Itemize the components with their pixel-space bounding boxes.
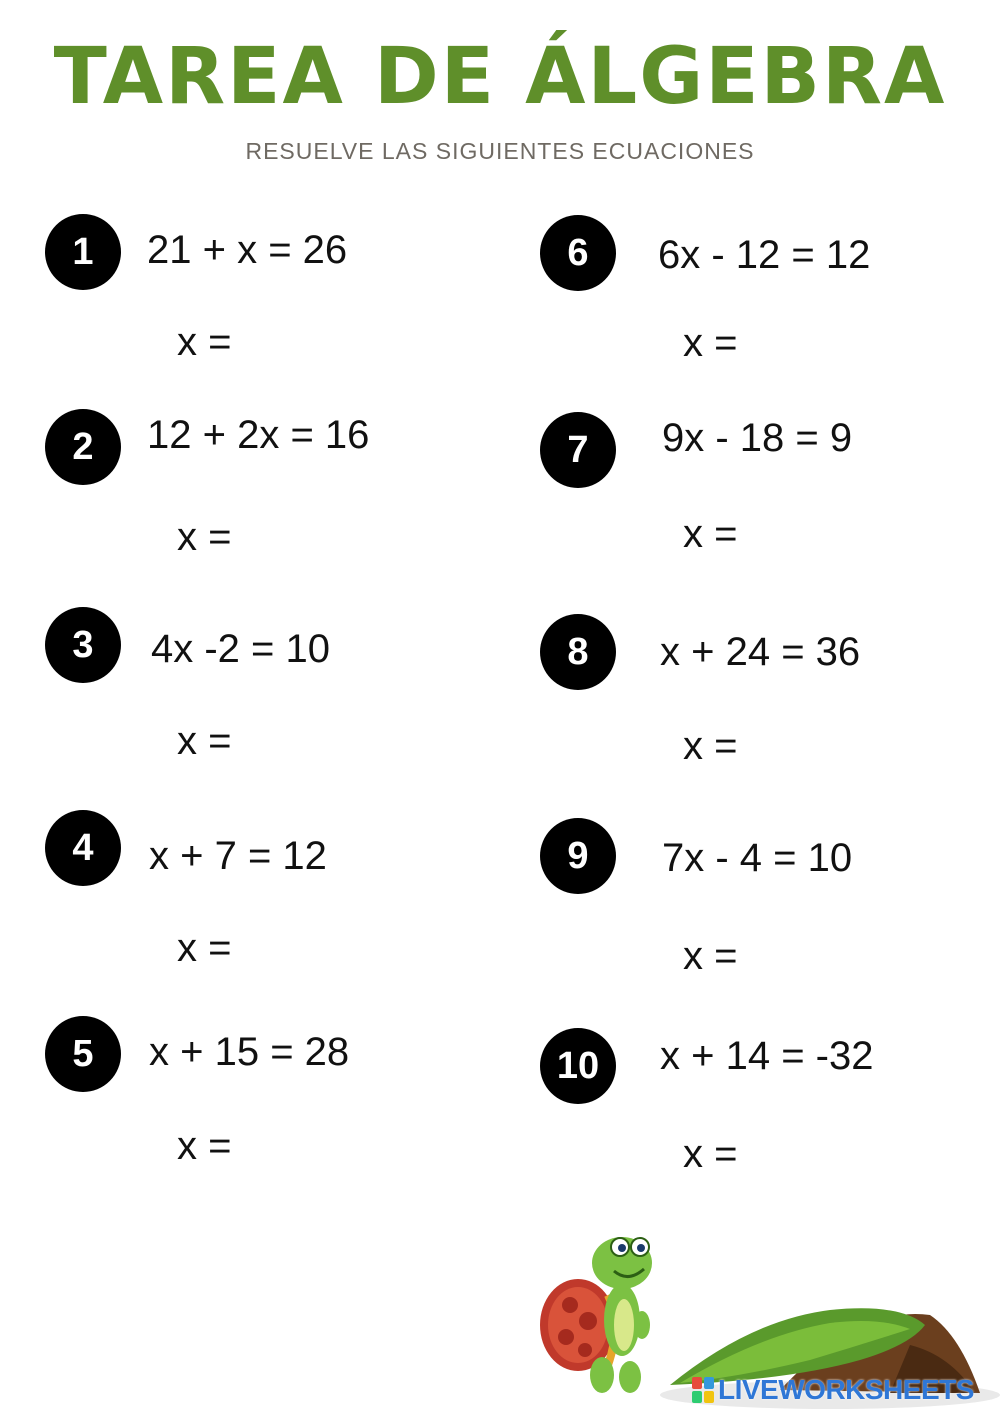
problem-6 [540,215,980,375]
problem-number-badge: 6 [540,215,616,291]
answer-input[interactable] [245,924,359,970]
answer-input[interactable] [752,510,866,556]
answer-label: x = [177,515,232,559]
equation-text: 6x - 12 = 12 [658,233,871,277]
answer-label: x = [683,724,738,768]
problem-2 [45,409,485,569]
equation-text: 12 + 2x = 16 [147,413,370,457]
liveworksheets-watermark: LIVEWORKSHEETS [718,1374,974,1405]
answer-input[interactable] [245,717,359,763]
problem-4 [45,810,485,970]
problem-9 [540,818,980,978]
problem-5 [45,1016,485,1176]
problem-10 [540,1028,980,1188]
answer-input[interactable] [752,319,866,365]
problem-8 [540,614,980,774]
problem-number-badge: 4 [45,810,121,886]
problem-number-badge: 2 [45,409,121,485]
problem-number-badge: 3 [45,607,121,683]
answer-label: x = [177,320,232,364]
equation-text: x + 15 = 28 [149,1030,350,1074]
equation-text: x + 24 = 36 [660,630,861,674]
answer-label: x = [683,512,738,556]
answer-input[interactable] [752,1130,866,1176]
problem-1 [45,214,485,374]
answer-input[interactable] [245,318,359,364]
equation-text: x + 14 = -32 [660,1034,874,1078]
problem-number-badge: 8 [540,614,616,690]
problem-number-badge: 5 [45,1016,121,1092]
answer-label: x = [683,321,738,365]
answer-input[interactable] [245,513,359,559]
answer-label: x = [683,1132,738,1176]
equation-text: 4x -2 = 10 [151,627,331,671]
liveworksheets-logo-icon [692,1377,714,1403]
equation-text: x + 7 = 12 [149,834,327,878]
answer-input[interactable] [752,722,866,768]
problem-3 [45,607,485,767]
problem-number-badge: 7 [540,412,616,488]
worksheet-title: TAREA DE ÁLGEBRA [53,32,947,122]
equation-text: 9x - 18 = 9 [662,416,853,460]
answer-label: x = [177,926,232,970]
answer-label: x = [177,719,232,763]
worksheet-subtitle: RESUELVE LAS SIGUIENTES ECUACIONES [245,138,755,164]
answer-input[interactable] [752,932,866,978]
problem-number-badge: 9 [540,818,616,894]
problem-number-badge: 10 [540,1028,616,1104]
answer-input[interactable] [245,1122,359,1168]
problem-7 [540,412,980,572]
answer-label: x = [177,1124,232,1168]
equation-text: 7x - 4 = 10 [662,836,853,880]
answer-label: x = [683,934,738,978]
problem-number-badge: 1 [45,214,121,290]
equation-text: 21 + x = 26 [147,228,348,272]
